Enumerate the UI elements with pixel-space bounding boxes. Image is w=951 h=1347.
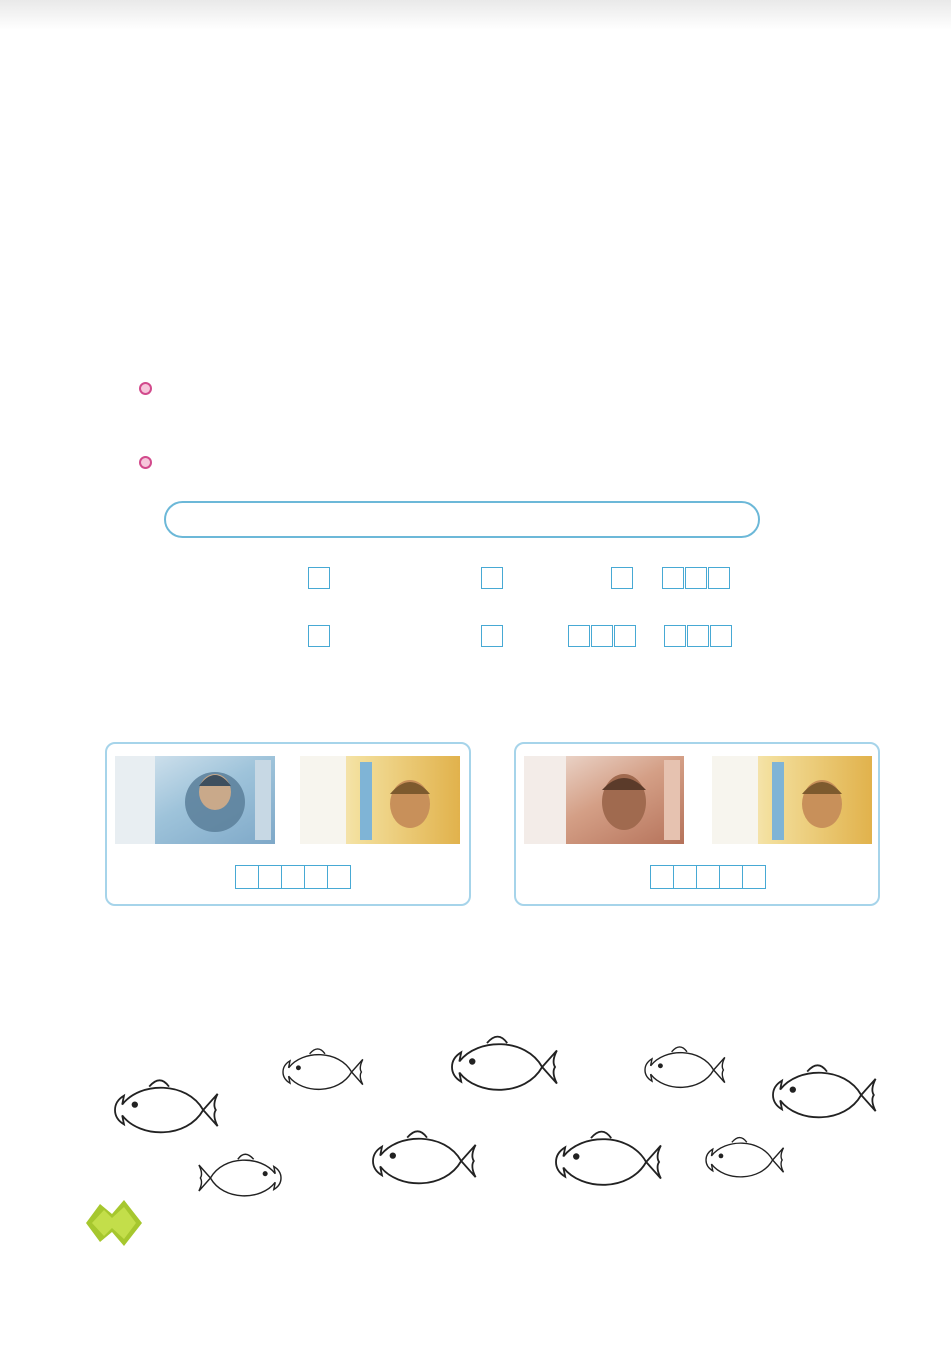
answer-box[interactable] <box>708 567 730 589</box>
equals-box <box>719 865 743 889</box>
page-number-badge <box>80 1198 144 1248</box>
bullet-icon <box>139 456 152 469</box>
fish-area <box>0 1020 951 1210</box>
fish-icon <box>556 1132 661 1185</box>
answer-box[interactable] <box>614 625 636 647</box>
fish-icon <box>373 1131 476 1183</box>
plus-box <box>258 865 282 889</box>
answer-box[interactable] <box>710 625 732 647</box>
plus-box <box>673 865 697 889</box>
banknote-1-hryvnia <box>300 756 460 844</box>
answer-box-prefilled[interactable] <box>235 865 259 889</box>
answer-box[interactable] <box>327 865 351 889</box>
answer-box[interactable] <box>481 625 503 647</box>
answer-box[interactable] <box>687 625 709 647</box>
answer-box[interactable] <box>696 865 720 889</box>
fish-icon <box>199 1154 281 1196</box>
answer-box[interactable] <box>308 567 330 589</box>
page-top-shade <box>0 0 951 30</box>
fish-icon <box>283 1049 363 1089</box>
answer-box[interactable] <box>664 625 686 647</box>
equals-box <box>304 865 328 889</box>
fish-icon <box>706 1138 784 1177</box>
top-dot-line <box>0 72 951 88</box>
answer-box[interactable] <box>591 625 613 647</box>
answer-box[interactable] <box>568 625 590 647</box>
banknote-panel-1 <box>105 742 471 906</box>
fish-icon <box>645 1047 725 1087</box>
banknote-1-hryvnia <box>712 756 872 844</box>
answer-box[interactable] <box>281 865 305 889</box>
fish-icon <box>452 1037 557 1090</box>
bullet-icon <box>139 382 152 395</box>
banknote-5-hryvnia <box>115 756 275 844</box>
answer-box[interactable] <box>742 865 766 889</box>
answer-box[interactable] <box>662 567 684 589</box>
banknote-2-hryvnia <box>524 756 684 844</box>
fish-icon <box>773 1065 876 1117</box>
answer-box[interactable] <box>685 567 707 589</box>
answer-box[interactable] <box>481 567 503 589</box>
banknote-panel-2 <box>514 742 880 906</box>
sample-equalities-frame <box>164 501 760 538</box>
answer-box[interactable] <box>611 567 633 589</box>
answer-box[interactable] <box>308 625 330 647</box>
answer-box[interactable] <box>650 865 674 889</box>
fish-icon <box>115 1080 218 1132</box>
